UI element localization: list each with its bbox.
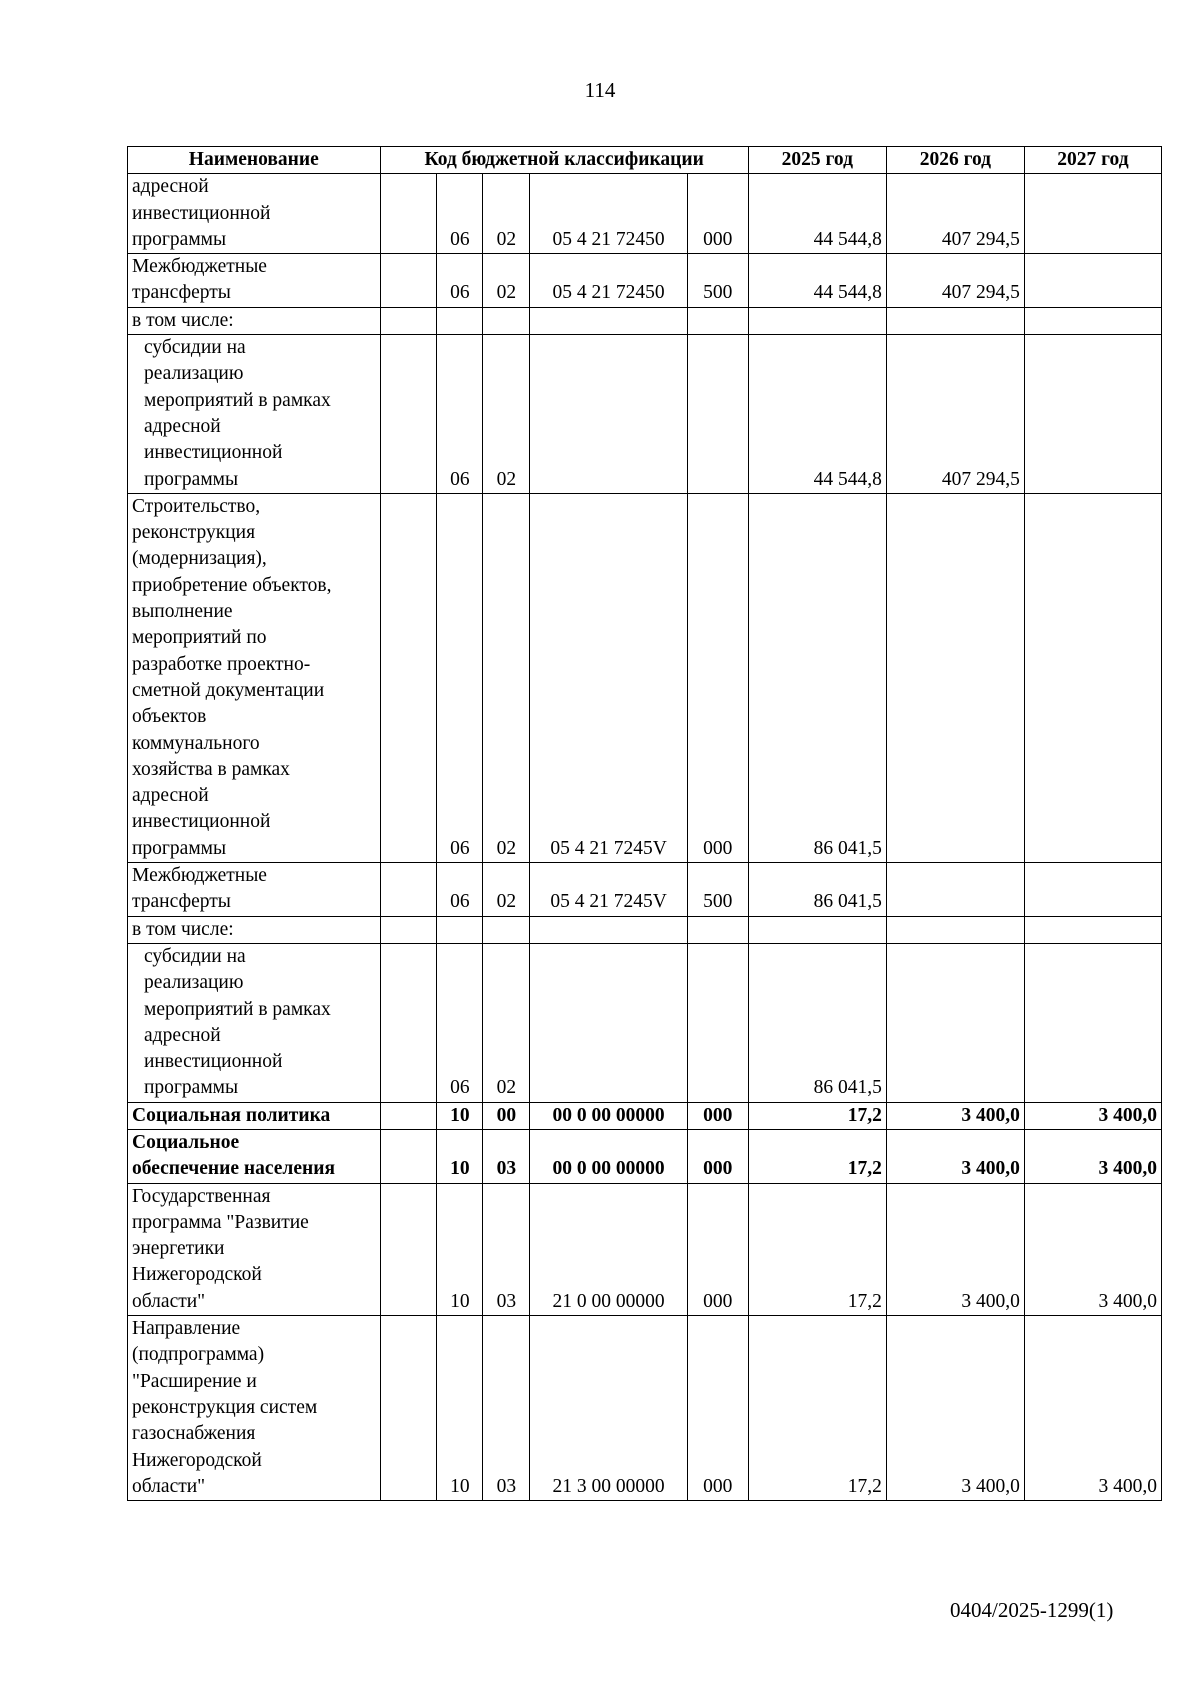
table-body [128,174,1162,1501]
amount-2025-cell: 17,2 [748,1183,886,1315]
page-number: 114 [584,78,616,102]
row-name-line: программы [132,228,227,250]
row-name-line: реализацию [144,972,244,994]
row-name-line: хозяйства в рамках [132,758,290,780]
table-row [128,1183,1162,1315]
row-name-line: Межбюджетные [132,256,267,278]
amount-2027-cell [1024,254,1161,308]
table-row [128,916,1162,943]
amount-2026-cell: 3 400,0 [886,1102,1024,1129]
amount-2027-cell [1024,307,1161,334]
target-article-cell: 21 3 00 00000 [530,1316,687,1501]
table-header-row [128,147,1162,174]
row-name-line: области" [132,1475,206,1497]
section-code-cell: 06 [437,254,483,308]
section-code-cell: 06 [437,335,483,494]
row-name-line: Нижегородской [132,1449,262,1471]
expense-type-cell: 000 [687,1316,748,1501]
amount-2027-cell [1024,916,1161,943]
amount-2025-cell: 17,2 [748,1129,886,1183]
row-name-cell [128,307,381,334]
amount-2026-cell: 3 400,0 [886,1129,1024,1183]
spacer-cell [380,943,437,1102]
row-name-line: энергетики [132,1238,225,1260]
amount-2026-cell [886,916,1024,943]
target-article-cell: 05 4 21 72450 [530,254,687,308]
expense-type-cell [687,943,748,1102]
table-row [128,1316,1162,1501]
row-name-line: трансферты [132,282,231,304]
section-code-cell: 10 [437,1102,483,1129]
amount-2027-cell [1024,493,1161,862]
table-row [128,335,1162,494]
row-name-cell [128,493,381,862]
amount-2027-cell [1024,335,1161,494]
section-code-cell [437,916,483,943]
amount-2025-cell: 44 544,8 [748,335,886,494]
row-name-line: адресной [144,1024,221,1046]
row-name-cell [128,335,381,494]
row-name-line: Строительство, [132,495,261,517]
table-row [128,1102,1162,1129]
amount-2025-cell: 44 544,8 [748,254,886,308]
row-name-line: коммунального [132,732,260,754]
row-name-line: адресной [132,785,209,807]
row-name-line: программа "Развитие [132,1211,309,1233]
target-article-cell: 05 4 21 7245V [530,863,687,917]
row-name-line: трансферты [132,891,231,913]
amount-2027-cell: 3 400,0 [1024,1316,1161,1501]
subsection-code-cell [483,307,530,334]
section-code-cell: 06 [437,493,483,862]
row-name-line: инвестиционной [144,1051,283,1073]
spacer-cell [380,863,437,917]
amount-2025-cell [748,916,886,943]
amount-2025-cell: 86 041,5 [748,943,886,1102]
row-name-line: обеспечение населения [132,1158,335,1180]
target-article-cell: 05 4 21 72450 [530,174,687,254]
row-name-line: Социальная политика [132,1104,331,1126]
spacer-cell [380,1102,437,1129]
header-name: Наименование [128,147,381,174]
spacer-cell [380,1183,437,1315]
row-name-cell [128,863,381,917]
row-name-line: Социальное [132,1131,240,1153]
spacer-cell [380,174,437,254]
row-name-line: Межбюджетные [132,865,267,887]
row-name-line: в том числе: [132,918,234,940]
amount-2025-cell [748,307,886,334]
amount-2025-cell: 86 041,5 [748,863,886,917]
amount-2026-cell [886,307,1024,334]
amount-2025-cell: 17,2 [748,1102,886,1129]
expense-type-cell: 000 [687,1102,748,1129]
row-name-line: области" [132,1290,206,1312]
expense-type-cell [687,916,748,943]
target-article-cell: 05 4 21 7245V [530,493,687,862]
row-name-line: объектов [132,706,207,728]
row-name-line: Государственная [132,1185,271,1207]
spacer-cell [380,254,437,308]
amount-2026-cell [886,863,1024,917]
subsection-code-cell [483,916,530,943]
expense-type-cell: 000 [687,174,748,254]
expense-type-cell: 000 [687,1183,748,1315]
section-code-cell: 06 [437,943,483,1102]
row-name-line: сметной документации [132,679,325,701]
row-name-line: реконструкция систем [132,1396,318,1418]
spacer-cell [380,916,437,943]
row-name-line: "Расширение и [132,1370,257,1392]
subsection-code-cell: 03 [483,1316,530,1501]
row-name-line: субсидии на [144,337,246,359]
row-name-line: программы [144,1077,239,1099]
subsection-code-cell: 03 [483,1183,530,1315]
expense-type-cell: 500 [687,863,748,917]
spacer-cell [380,307,437,334]
document-code: 0404/2025-1299(1) [950,1598,1114,1622]
table-row [128,943,1162,1102]
amount-2027-cell [1024,943,1161,1102]
row-name-cell [128,916,381,943]
expense-type-cell: 000 [687,493,748,862]
amount-2027-cell: 3 400,0 [1024,1183,1161,1315]
row-name-line: в том числе: [132,309,234,331]
header-2025: 2025 год [748,147,886,174]
spacer-cell [380,1129,437,1183]
expense-type-cell [687,307,748,334]
subsection-code-cell: 02 [483,335,530,494]
table-row [128,174,1162,254]
subsection-code-cell: 02 [483,493,530,862]
subsection-code-cell: 03 [483,1129,530,1183]
subsection-code-cell: 02 [483,254,530,308]
expense-type-cell [687,335,748,494]
amount-2025-cell: 17,2 [748,1316,886,1501]
target-article-cell [530,335,687,494]
row-name-cell [128,174,381,254]
section-code-cell: 10 [437,1129,483,1183]
amount-2025-cell: 44 544,8 [748,174,886,254]
amount-2027-cell: 3 400,0 [1024,1129,1161,1183]
row-name-cell [128,254,381,308]
budget-table [127,146,1162,1501]
row-name-line: Нижегородской [132,1264,262,1286]
target-article-cell: 00 0 00 00000 [530,1129,687,1183]
header-code: Код бюджетной классификации [380,147,748,174]
row-name-line: мероприятий в рамках [144,998,331,1020]
subsection-code-cell: 02 [483,863,530,917]
amount-2027-cell [1024,174,1161,254]
row-name-line: инвестиционной [132,202,271,224]
amount-2026-cell [886,493,1024,862]
amount-2026-cell: 407 294,5 [886,174,1024,254]
row-name-cell [128,1183,381,1315]
table-row [128,254,1162,308]
row-name-line: (модернизация), [132,548,267,570]
row-name-line: адресной [132,176,209,198]
row-name-line: адресной [144,415,221,437]
row-name-line: реконструкция [132,522,256,544]
spacer-cell [380,1316,437,1501]
row-name-cell [128,943,381,1102]
table-row [128,307,1162,334]
amount-2026-cell: 407 294,5 [886,335,1024,494]
row-name-cell [128,1129,381,1183]
row-name-line: Направление [132,1318,241,1340]
target-article-cell [530,307,687,334]
amount-2026-cell: 3 400,0 [886,1183,1024,1315]
row-name-line: газоснабжения [132,1423,256,1445]
table-row [128,493,1162,862]
row-name-cell [128,1316,381,1501]
target-article-cell [530,916,687,943]
expense-type-cell: 500 [687,254,748,308]
target-article-cell: 21 0 00 00000 [530,1183,687,1315]
header-2027: 2027 год [1024,147,1161,174]
row-name-line: программы [132,837,227,859]
subsection-code-cell: 02 [483,174,530,254]
row-name-line: инвестиционной [144,442,283,464]
spacer-cell [380,335,437,494]
spacer-cell [380,493,437,862]
section-code-cell: 10 [437,1316,483,1501]
row-name-line: реализацию [144,363,244,385]
amount-2027-cell: 3 400,0 [1024,1102,1161,1129]
table-row [128,1129,1162,1183]
row-name-line: разработке проектно- [132,653,311,675]
row-name-line: мероприятий в рамках [144,389,331,411]
row-name-line: выполнение [132,601,233,623]
amount-2026-cell: 3 400,0 [886,1316,1024,1501]
amount-2025-cell: 86 041,5 [748,493,886,862]
row-name-line: приобретение объектов, [132,574,332,596]
section-code-cell: 10 [437,1183,483,1315]
section-code-cell [437,307,483,334]
amount-2026-cell [886,943,1024,1102]
row-name-line: программы [144,468,239,490]
row-name-line: (подпрограмма) [132,1344,265,1366]
subsection-code-cell: 00 [483,1102,530,1129]
expense-type-cell: 000 [687,1129,748,1183]
subsection-code-cell: 02 [483,943,530,1102]
section-code-cell: 06 [437,174,483,254]
row-name-line: субсидии на [144,945,246,967]
target-article-cell [530,943,687,1102]
header-2026: 2026 год [886,147,1024,174]
row-name-cell [128,1102,381,1129]
amount-2026-cell: 407 294,5 [886,254,1024,308]
amount-2027-cell [1024,863,1161,917]
target-article-cell: 00 0 00 00000 [530,1102,687,1129]
table-row [128,863,1162,917]
row-name-line: мероприятий по [132,627,267,649]
section-code-cell: 06 [437,863,483,917]
row-name-line: инвестиционной [132,811,271,833]
